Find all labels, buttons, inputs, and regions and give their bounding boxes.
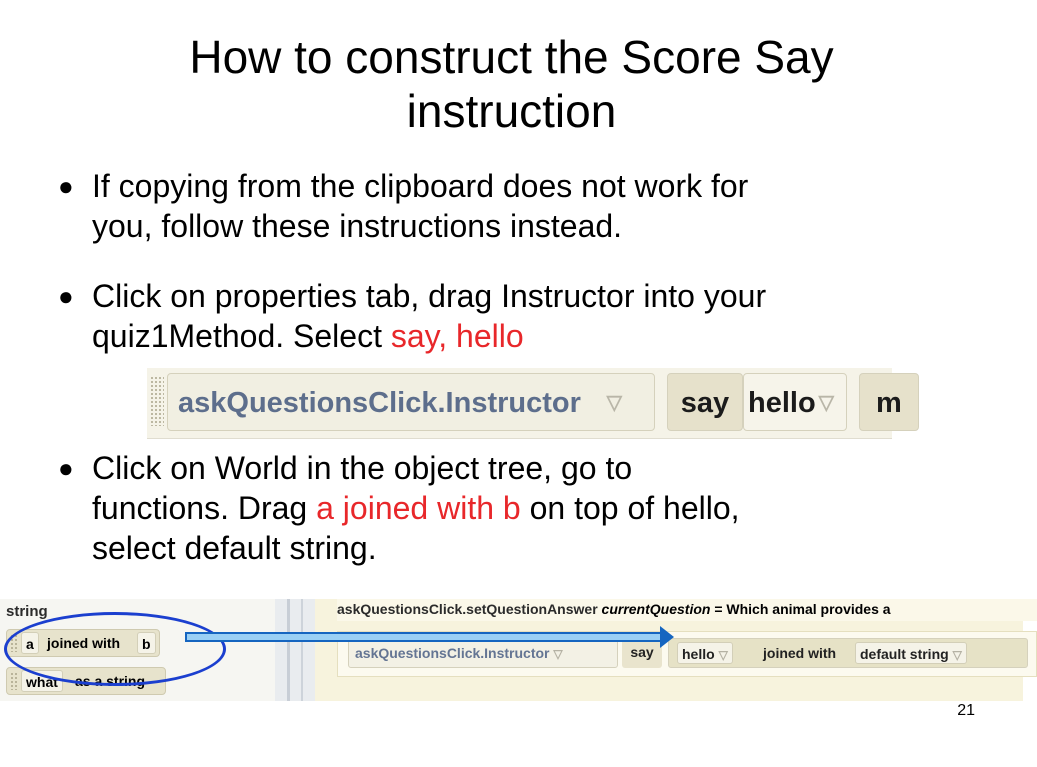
drag-grip <box>10 672 18 690</box>
dropdown-arrow-icon: ▽ <box>818 392 834 414</box>
bullet-1-line-1: If copying from the clipboard does not work for <box>92 168 749 204</box>
drag-grip[interactable] <box>150 376 164 426</box>
panel-separator <box>275 599 315 701</box>
bullet-2-line-1: Click on properties tab, drag Instructor into your <box>92 278 767 314</box>
bullet-3-text-b: on top of hello, <box>520 490 740 526</box>
dropdown-arrow-icon: ▽ <box>952 648 962 662</box>
bullet-2-text: quiz1Method. Select <box>92 318 391 354</box>
slot-b: b <box>137 632 156 654</box>
bullet-3-line-1: Click on World in the object tree, go to <box>92 450 633 486</box>
as-string-label: as a string <box>75 673 146 689</box>
row2-object: askQuestionsClick.Instructor <box>355 645 550 661</box>
slot-a: a <box>21 632 39 654</box>
row2-joined-label: joined with <box>763 645 837 661</box>
joined-with-label: joined with <box>47 635 121 651</box>
row2-object-dropdown[interactable] <box>348 638 618 668</box>
bullet-2-highlight: say, hello <box>390 318 524 354</box>
page-number: 21 <box>957 702 975 719</box>
string-header: string <box>6 603 48 620</box>
say-label: say <box>667 373 743 431</box>
bullet-3-line-3: select default string. <box>92 530 377 566</box>
slide-title <box>0 30 1023 138</box>
joined-with-expression[interactable] <box>668 638 1028 668</box>
row1-object: askQuestionsClick.setQuestionAnswer <box>337 601 598 617</box>
bullet-3-line-2 <box>92 488 992 528</box>
more-label: m <box>859 373 919 431</box>
row1-param: currentQuestion <box>601 601 711 617</box>
bullet-dot: ● <box>58 281 74 311</box>
bullet-3-text-a: functions. Drag <box>92 490 317 526</box>
row2-say: say <box>622 638 662 668</box>
dropdown-arrow-icon: ▽ <box>553 647 563 661</box>
highlight-circle <box>4 612 226 686</box>
title-line-1: How to construct the Score Say <box>189 31 834 83</box>
bullet-dot: ● <box>58 453 74 483</box>
arrow-head-icon <box>660 626 674 648</box>
bullet-2-line-2 <box>92 316 992 356</box>
drag-arrow <box>185 632 663 642</box>
hello-dropdown[interactable] <box>743 373 847 431</box>
default-string-slot[interactable]: default string ▽ <box>855 642 967 664</box>
title-line-2: instruction <box>406 85 617 137</box>
dropdown-arrow-icon: ▽ <box>606 392 622 414</box>
row1-rest: = Which animal provides a <box>714 601 891 617</box>
dropdown-arrow-icon: ▽ <box>718 648 728 662</box>
object-dropdown[interactable] <box>167 373 655 431</box>
set-question-answer-row[interactable] <box>337 599 1037 621</box>
slot-what: what <box>21 670 63 692</box>
bullet-dot: ● <box>58 171 74 201</box>
object-label: askQuestionsClick.Instructor <box>178 387 581 419</box>
bullet-1-line-2: you, follow these instructions instead. <box>92 208 623 244</box>
method-editor <box>315 599 1023 701</box>
hello-label: hello <box>748 387 816 419</box>
bullet-3-highlight: a joined with b <box>316 490 521 526</box>
instructor-tile-screenshot <box>147 368 902 439</box>
hello-slot[interactable]: hello ▽ <box>677 642 733 664</box>
